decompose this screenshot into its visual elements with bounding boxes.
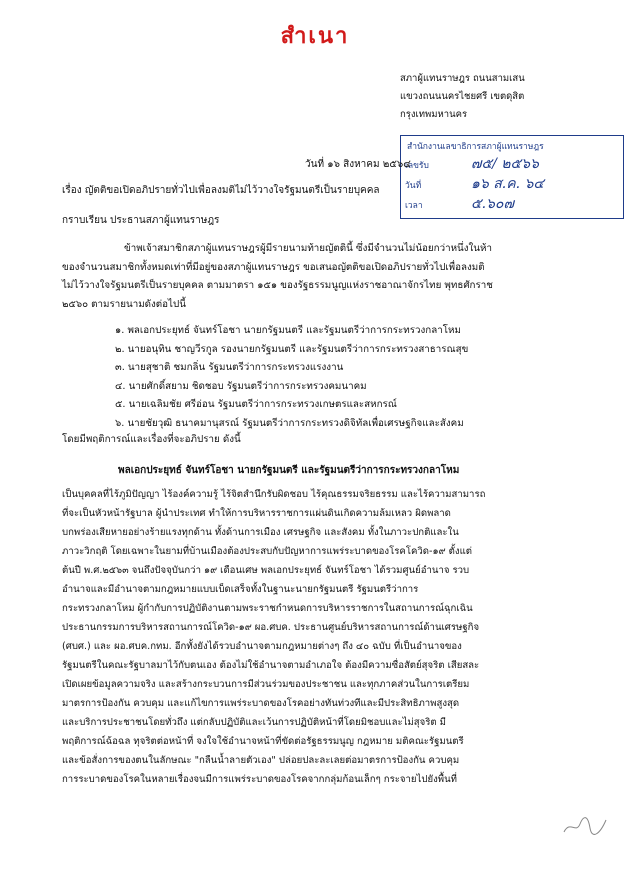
body-line: รัฐมนตรีในคณะรัฐบาลมาไว้กับตนเอง ต้องไม่ใช้อำนาจตามอำเภอใจ ต้องมีความซื่อสัตย์สุจริต เสียสละ	[62, 660, 480, 671]
body-line: ต้นปี พ.ศ.๒๕๖๓ จนถึงปัจจุบันกว่า ๑๙ เดือนเศษ พลเอกประยุทธ์ จันทร์โอชา ได้รวมศูนย์อำนาจ รวบ	[62, 565, 470, 576]
stamp-time-label: เวลา	[405, 201, 423, 211]
address-line: แขวงถนนนครไชยศรี เขตดุสิต	[400, 91, 525, 102]
stamp-date: ๑๖ ส.ค. ๖๔	[471, 176, 544, 192]
intro-line: ของจำนวนสมาชิกทั้งหมดเท่าที่มีอยู่ของสภาผู้แทนราษฎร ขอเสนอญัตติขอเปิดอภิปรายทั่วไปเพื่อลงมติ	[62, 261, 485, 273]
intro-line: ไม่ไว้วางใจรัฐมนตรีเป็นรายบุคคล ตามมาตรา ๑๕๑ ของรัฐธรรมนูญแห่งราชอาณาจักรไทย พุทธศักราช	[62, 280, 493, 291]
minister-item: ๕. นายเฉลิมชัย ศรีอ่อน รัฐมนตรีว่าการกระทรวงเกษตรและสหกรณ์	[115, 399, 397, 410]
address-line: กรุงเทพมหานคร	[400, 109, 468, 120]
copy-mark-title: สำเนา	[280, 24, 350, 49]
body-line: ที่จะเป็นหัวหน้ารัฐบาล ผู้นำประเทศ ทำให้การบริหารราชการแผ่นดินเกิดความล้มเหลว ผิดพลาด	[62, 508, 451, 519]
body-line: ประธานกรรมการบริหารสถานการณ์โควิด-๑๙ ผอ.ศบค. ประธานศูนย์บริหารสถานการณ์ด้านเศรษฐกิจ	[62, 622, 480, 633]
intro-paragraph	[62, 240, 562, 314]
minister-list	[115, 322, 565, 433]
body-line: กระทรวงกลาโหม ผู้กำกับการปฏิบัติงานตามพระราชกำหนดการบริหารราชการในสถานการณ์ฉุกเฉิน	[62, 603, 473, 614]
body-line: การระบาดของโรคในหลายเรื่องจนมีการแพร่ระบาดของโรคจากกลุ่มก้อนเล็กๆ กระจายไปยังพื้นที่	[62, 774, 457, 785]
receipt-stamp	[400, 135, 624, 219]
minister-item: ๑. พลเอกประยุทธ์ จันทร์โอชา นายกรัฐมนตรี และรัฐมนตรีว่าการกระทรวงกลาโหม	[115, 325, 461, 336]
stamp-received-no: ๗๕/ ๒๕๖๖	[471, 156, 539, 172]
stamp-received-label: เลขรับ	[405, 161, 429, 171]
list-tail-text: โดยมีพฤติการณ์และเรื่องที่จะอภิปราย ดังนี้	[62, 434, 241, 445]
body-line: เป็นบุคคลที่ไร้ภูมิปัญญา ไร้องค์ความรู้ ไร้จิตสำนึกรับผิดชอบ ไร้คุณธรรมจริยธรรม และไร้ความสามารถ	[62, 489, 486, 500]
letter-salutation: กราบเรียน ประธานสภาผู้แทนราษฎร	[62, 215, 220, 226]
letter-subject: เรื่อง ญัตติขอเปิดอภิปรายทั่วไปเพื่อลงมติไม่ไว้วางใจรัฐมนตรีเป็นรายบุคคล	[62, 185, 380, 196]
body-line: อำนาจและมีอำนาจตามกฎหมายแบบเบ็ดเสร็จทั้งในฐานะนายกรัฐมนตรี รัฐมนตรีว่าการ	[62, 584, 419, 595]
minister-item: ๖. นายชัยวุฒิ ธนาคมานุสรณ์ รัฐมนตรีว่าการกระทรวงดิจิทัลเพื่อเศรษฐกิจและสังคม	[115, 417, 464, 429]
minister-item: ๓. นายสุชาติ ชมกลิ่น รัฐมนตรีว่าการกระทรวงแรงงาน	[115, 362, 344, 373]
body-paragraph	[62, 485, 562, 789]
body-line: ภาวะวิกฤติ โดยเฉพาะในยามที่บ้านเมืองต้องประสบกับปัญหาการแพร่ระบาดของโรคโควิด-๑๙ ตั้งแต่	[62, 546, 472, 557]
body-line: บกพร่องเสียหายอย่างร้ายแรงทุกด้าน ทั้งด้านการเมือง เศรษฐกิจ และสังคม ทั้งในภาวะปกติและใน	[62, 527, 459, 538]
stamp-title: สำนักงานเลขาธิการสภาผู้แทนราษฎร	[407, 142, 544, 152]
section-heading: พลเอกประยุทธ์ จันทร์โอชา นายกรัฐมนตรี และรัฐมนตรีว่าการกระทรวงกลาโหม	[118, 465, 460, 476]
body-line: พฤติการณ์ฉ้อฉล ทุจริตต่อหน้าที่ จงใจใช้อำนาจหน้าที่ขัดต่อรัฐธรรมนูญ กฎหมาย มติคณะรัฐมนตรี	[62, 736, 464, 747]
stamp-time: ๕.๖๐๗	[471, 196, 515, 212]
body-line: และข้อสั่งการของตนในลักษณะ "กลืนน้ำลายตัวเอง" ปล่อยปละละเลยต่อมาตรการป้องกัน ควบคุม	[62, 755, 460, 766]
intro-line: ข้าพเจ้าสมาชิกสภาผู้แทนราษฎรผู้มีรายนามท้ายญัตตินี้ ซึ่งมีจำนวนไม่น้อยกว่าหนึ่งในห้า	[124, 243, 492, 254]
minister-item: ๔. นายศักดิ์สยาม ชิดชอบ รัฐมนตรีว่าการกระทรวงคมนาคม	[115, 380, 367, 392]
body-line: และบริการประชาชนโดยทั่วถึง แต่กลับปฏิบัติและเว้นการปฏิบัติหน้าที่โดยมิชอบและไม่สุจริต มี	[62, 717, 446, 728]
signature-scribble	[560, 812, 610, 838]
body-line: (ศบศ.) และ ผอ.ศบค.กทม. อีกทั้งยังได้รวบอำนาจตามกฎหมายต่างๆ ถึง ๔๐ ฉบับ ที่เป็นอำนาจของ	[62, 641, 462, 652]
body-line: เปิดเผยข้อมูลความจริง และสร้างกระบวนการมีส่วนร่วมของประชาชน และทุกภาคส่วนในการเตรียม	[62, 679, 470, 690]
intro-line: ๒๕๖๐ ตามรายนามดังต่อไปนี้	[62, 298, 186, 310]
letter-date: วันที่ ๑๖ สิงหาคม ๒๕๖๔	[305, 159, 411, 170]
minister-item: ๒. นายอนุทิน ชาญวีรกูล รองนายกรัฐมนตรี และรัฐมนตรีว่าการกระทรวงสาธารณสุข	[115, 343, 469, 355]
address-line: สภาผู้แทนราษฎร ถนนสามเสน	[400, 73, 525, 84]
sender-address	[400, 70, 525, 124]
stamp-date-label: วันที่	[405, 181, 422, 191]
body-line: มาตรการป้องกัน ควบคุม และแก้ไขการแพร่ระบาดของโรคอย่างทันท่วงทีและมีประสิทธิภาพสูงสุด	[62, 698, 460, 709]
